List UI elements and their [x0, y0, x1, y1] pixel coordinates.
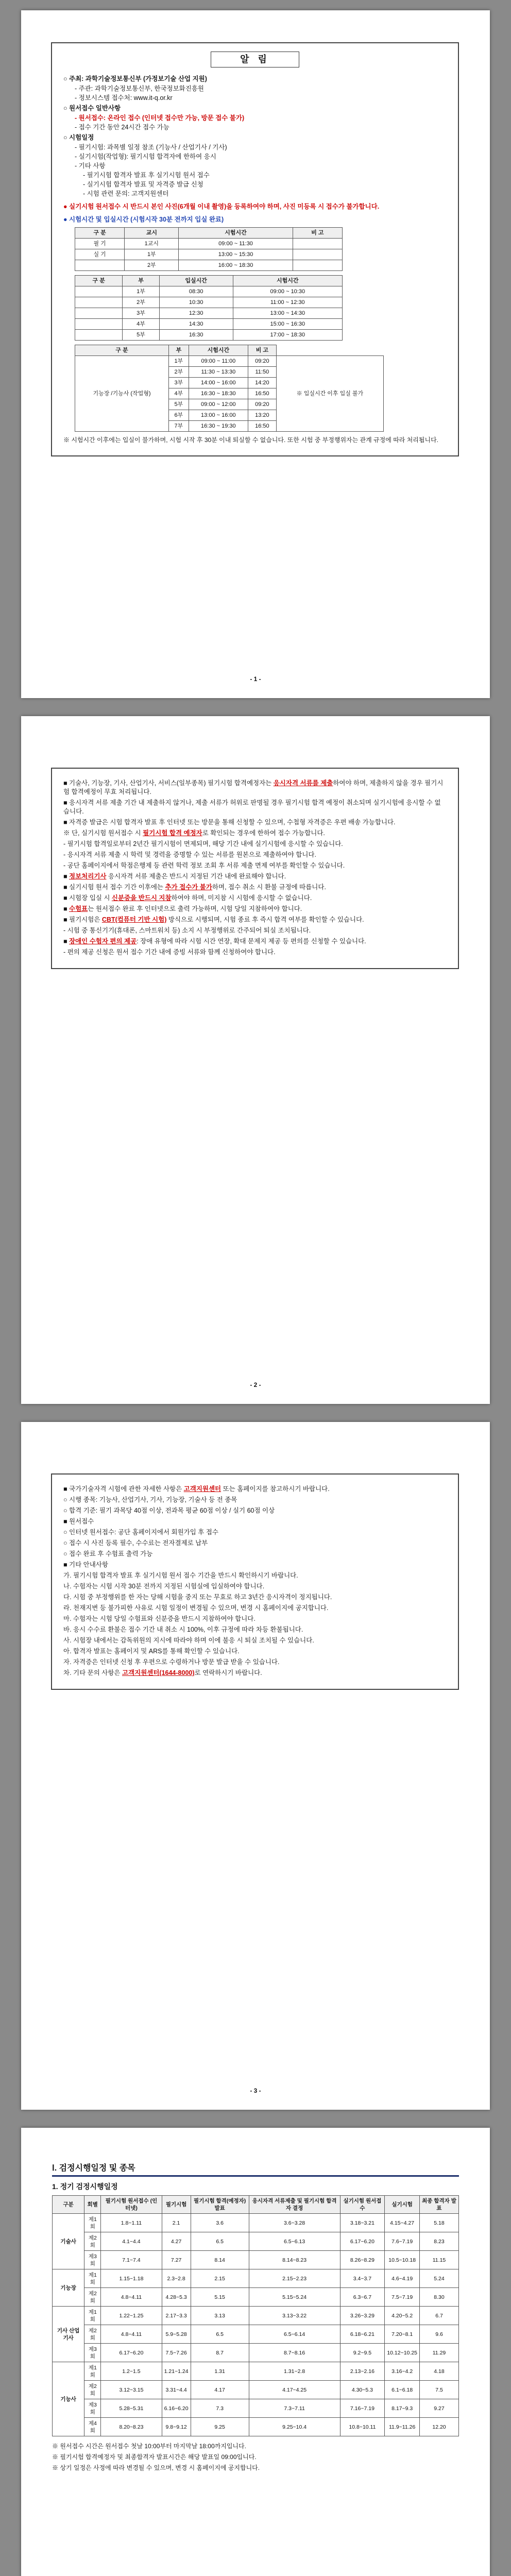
guidance-paragraph: 바. 응시 수수료 환불은 접수 기간 내 취소 시 100%, 이후 규정에 따라 차등 환불됩니다. [63, 1626, 303, 1633]
schedule-note: ※ 상기 일정은 사정에 따라 변경될 수 있으며, 변경 시 홈페이지에 공지합니다. [52, 2464, 260, 2471]
notice-item: ○ 주최: 과학기술정보통신부 (가정보기술 산업 지원) [63, 75, 207, 82]
section-title: Ⅰ. 검정시행일정 및 종목 [52, 2164, 459, 2177]
schedule-section [52, 2164, 459, 2474]
highlight-text: 수험표 [69, 905, 88, 912]
page-number: - 3 - [250, 2087, 261, 2094]
table-cell: 1부 [169, 356, 189, 367]
table-row [75, 356, 384, 367]
schedule-cell: 제2회 [84, 2381, 101, 2399]
schedule-cell: 6.18~6.21 [340, 2325, 385, 2344]
table-cell: 16:50 [248, 421, 276, 432]
guidance-paragraph: 다. 시험 중 부정행위를 한 자는 당해 시험을 중지 또는 무효로 하고 3년간 응시자격이 정지됩니다. [63, 1594, 332, 1601]
schedule-cell: 9.27 [420, 2399, 459, 2418]
time-table-3 [75, 345, 447, 432]
table-header-cell: 시험시간 [189, 345, 248, 356]
guidance-paragraph: ○ 접수 시 사진 등록 필수, 수수료는 전자결제로 납부 [63, 1539, 208, 1547]
notice-heading: 알 림 [211, 52, 299, 67]
table-header-cell: 입실시간 [159, 276, 233, 286]
table-cell: 11:30 ~ 13:30 [189, 367, 248, 378]
table-cell: 1부 [123, 286, 159, 297]
schedule-cell: 6.5~6.14 [249, 2325, 340, 2344]
schedule-cell: 5.9~5.28 [162, 2325, 191, 2344]
table-cell [293, 249, 342, 260]
table-cell: 2부 [169, 367, 189, 378]
table-cell [75, 319, 123, 330]
table-row [75, 249, 343, 260]
table-cell [75, 260, 125, 271]
table-cell: 13:20 [248, 410, 276, 421]
guidance-paragraph: ○ 합격 기준: 필기 과목당 40점 이상, 전과목 평균 60점 이상 / 실기 60점 이상 [63, 1507, 275, 1514]
table-cell: 14:00 ~ 16:00 [189, 378, 248, 388]
notice-item: ○ 시험일정 [63, 134, 94, 141]
schedule-cell: 3.26~3.29 [340, 2307, 385, 2325]
table-cell: 09:00 ~ 12:00 [189, 399, 248, 410]
schedule-cell: 7.6~7.19 [385, 2232, 420, 2251]
table-cell: 10:30 [159, 297, 233, 308]
table-cell [75, 286, 123, 297]
table-cell: 7부 [169, 421, 189, 432]
schedule-cell: 2.15 [191, 2269, 249, 2288]
table-cell: 14:30 [159, 319, 233, 330]
guidance-paragraph: 자. 자격증은 인터넷 신청 후 우편으로 수령하거나 방문 발급 받을 수 있습니다. [63, 1658, 280, 1666]
schedule-notes [52, 2442, 459, 2472]
schedule-row [53, 2325, 459, 2344]
schedule-cell: 1.22~1.25 [101, 2307, 162, 2325]
table-row [75, 319, 343, 330]
table-header-cell: 비 고 [248, 345, 276, 356]
schedule-cell: 3.16~4.2 [385, 2362, 420, 2381]
table-cell: 3부 [169, 378, 189, 388]
schedule-cell: 8.7~8.16 [249, 2344, 340, 2362]
table-header-cell: 필기시험 [162, 2196, 191, 2214]
notice-item: - 주관: 과학기술정보통신부, 한국정보화진흥원 [75, 85, 204, 92]
table-cell: 16:00 ~ 18:30 [179, 260, 293, 271]
schedule-cell: 1.31 [191, 2362, 249, 2381]
schedule-cell: 제3회 [84, 2251, 101, 2269]
table-cell: 16:50 [248, 388, 276, 399]
guidance-paragraph: - 공단 홈페이지에서 학점은행제 등 관련 학력 정보 조회 후 서류 제출 면제 여부를 확인할 수 있습니다. [63, 862, 345, 869]
table-cell: 09:20 [248, 356, 276, 367]
schedule-cell: 4.20~5.2 [385, 2307, 420, 2325]
schedule-row [53, 2251, 459, 2269]
schedule-cell: 3.31~4.4 [162, 2381, 191, 2399]
schedule-cell: 8.14 [191, 2251, 249, 2269]
schedule-row [53, 2232, 459, 2251]
highlight-text: CBT(컴퓨터 기반 시험) [101, 916, 167, 923]
table-header-cell: 비 고 [293, 228, 342, 239]
guidance-frame [51, 768, 459, 969]
table-cell: 6부 [169, 410, 189, 421]
guidance-paragraph: ○ 인터넷 원서접수: 공단 홈페이지에서 회원가입 후 접수 [63, 1529, 218, 1536]
page-number: - 1 - [250, 675, 261, 683]
photo-notice: ● 실기시험 원서접수 시 반드시 본인 사진(6개월 이내 촬영)을 등록하여야 하며, 사진 미등록 시 접수가 불가합니다. [63, 203, 380, 210]
table-cell: 08:30 [159, 286, 233, 297]
notice-list [63, 75, 447, 198]
schedule-cell: 5.28~5.31 [101, 2399, 162, 2418]
schedule-cell: 제3회 [84, 2344, 101, 2362]
guidance-paragraph: ■ 자격증 발급은 시험 합격자 발표 후 인터넷 또는 방문을 통해 신청할 수 있으며, 수첩형 자격증은 우편 배송 가능합니다. [63, 819, 396, 826]
guidance-paragraph: ■ 국가기술자격 시험에 관한 자세한 사항은 고객지원센터 또는 홈페이지를 참고하시기 바랍니다. [63, 1485, 330, 1493]
table-header-cell: 부 [169, 345, 189, 356]
schedule-cell: 제2회 [84, 2288, 101, 2307]
schedule-cell: 1.2~1.5 [101, 2362, 162, 2381]
table-row [75, 308, 343, 319]
schedule-row [53, 2344, 459, 2362]
page-3 [21, 1422, 490, 2110]
schedule-cell: 제3회 [84, 2399, 101, 2418]
schedule-cell: 12.20 [420, 2418, 459, 2436]
guidance-paragraph: 나. 수험자는 시험 시작 30분 전까지 지정된 시험실에 입실하여야 합니다. [63, 1583, 265, 1590]
schedule-cell: 4.15~4.27 [385, 2214, 420, 2232]
schedule-cell: 2.13~2.16 [340, 2362, 385, 2381]
table-header-cell: 구 분 [75, 228, 125, 239]
schedule-group-label: 기능사 [53, 2362, 84, 2436]
table-cell: 11:00 ~ 12:30 [233, 297, 342, 308]
schedule-cell: 4.8~4.11 [101, 2288, 162, 2307]
table-note: ※ 입실시간 이후 입실 불가 [276, 356, 383, 432]
guidance-paragraph: ■ 정보처리기사 응시자격 서류 제출은 반드시 지정된 기간 내에 완료해야 합니다. [63, 873, 286, 880]
notice-frame [51, 42, 459, 456]
schedule-table [52, 2195, 459, 2436]
schedule-cell: 3.18~3.21 [340, 2214, 385, 2232]
schedule-group-label: 기사 산업기사 [53, 2307, 84, 2362]
schedule-cell: 4.18 [420, 2362, 459, 2381]
schedule-cell: 9.6 [420, 2325, 459, 2344]
schedule-cell: 6.5 [191, 2232, 249, 2251]
notice-item: - 접수 기간 동안 24시간 접수 가능 [75, 124, 169, 131]
schedule-cell: 3.6 [191, 2214, 249, 2232]
schedule-cell: 6.16~6.20 [162, 2399, 191, 2418]
schedule-cell: 4.17~4.25 [249, 2381, 340, 2399]
schedule-cell: 11.29 [420, 2344, 459, 2362]
schedule-row [53, 2418, 459, 2436]
table-header-cell: 교시 [125, 228, 179, 239]
highlight-text: 고객지원센터 [183, 1485, 222, 1493]
schedule-cell: 6.5 [191, 2325, 249, 2344]
schedule-note: ※ 원서접수 시간은 원서접수 첫날 10:00부터 마지막날 18:00까지입니다. [52, 2443, 246, 2450]
schedule-cell: 8.26~8.29 [340, 2251, 385, 2269]
table-header-cell: 구 분 [75, 276, 123, 286]
schedule-cell: 8.20~8.23 [101, 2418, 162, 2436]
table-cell: 13:00 ~ 16:00 [189, 410, 248, 421]
table-row [75, 330, 343, 341]
schedule-cell: 1.21~1.24 [162, 2362, 191, 2381]
notice-item: - 기타 사항 [75, 162, 106, 170]
schedule-cell: 1.31~2.8 [249, 2362, 340, 2381]
schedule-row [53, 2288, 459, 2307]
schedule-cell: 7.3~7.11 [249, 2399, 340, 2418]
table-cell: 12:30 [159, 308, 233, 319]
table-cell [293, 239, 342, 249]
schedule-cell: 6.1~6.18 [385, 2381, 420, 2399]
guidance-paragraph: ○ 접수 완료 후 수험표 출력 가능 [63, 1550, 153, 1557]
schedule-cell: 1.8~1.11 [101, 2214, 162, 2232]
schedule-cell: 제1회 [84, 2307, 101, 2325]
highlight-text: 정보처리기사 [69, 873, 107, 880]
schedule-cell: 7.5 [420, 2381, 459, 2399]
table-cell: 13:00 ~ 15:30 [179, 249, 293, 260]
schedule-cell: 6.17~6.20 [101, 2344, 162, 2362]
guidance-paragraph: ■ 실기시험 원서 접수 기간 이후에는 추가 접수가 불가하며, 접수 취소 시 환불 규정에 따릅니다. [63, 884, 326, 891]
guidance-paragraph: ■ 장애인 수험자 편의 제공: 장애 유형에 따라 시험 시간 연장, 확대 문제지 제공 등 편의를 신청할 수 있습니다. [63, 938, 366, 945]
schedule-cell: 9.25~10.4 [249, 2418, 340, 2436]
table-row [75, 239, 343, 249]
schedule-cell: 6.17~6.20 [340, 2232, 385, 2251]
page-number: - 2 - [250, 1381, 261, 1388]
schedule-cell: 2.17~3.3 [162, 2307, 191, 2325]
schedule-cell: 11.9~11.26 [385, 2418, 420, 2436]
table-cell: 1부 [125, 249, 179, 260]
schedule-cell: 7.3 [191, 2399, 249, 2418]
notice-item: - 필기시험 합격자 발표 후 실기시험 원서 접수 [83, 172, 210, 179]
table-cell: 5부 [169, 399, 189, 410]
schedule-cell: 1.15~1.18 [101, 2269, 162, 2288]
time-table-1 [75, 227, 447, 271]
schedule-row [53, 2399, 459, 2418]
schedule-group-label: 기술사 [53, 2214, 84, 2269]
schedule-cell: 4.6~4.19 [385, 2269, 420, 2288]
schedule-cell: 3.4~3.7 [340, 2269, 385, 2288]
time-table-2 [75, 275, 447, 341]
schedule-cell: 7.5~7.26 [162, 2344, 191, 2362]
schedule-cell: 9.25 [191, 2418, 249, 2436]
highlight-text: 장애인 수험자 편의 제공 [69, 938, 137, 945]
schedule-row [53, 2214, 459, 2232]
table-header-cell: 필기시험 합격(예정자) 발표 [191, 2196, 249, 2214]
table-cell [75, 330, 123, 341]
guidance-paragraph: ■ 수험표는 원서접수 완료 후 인터넷으로 출력 가능하며, 시험 당일 지참하여야 합니다. [63, 905, 302, 912]
highlight-text: 응시자격 서류를 제출 [273, 779, 333, 787]
guidance-paragraph: - 응시자격 서류 제출 시 학력 및 경력을 증명할 수 있는 서류를 원본으로 제출하여야 합니다. [63, 851, 316, 858]
guidance-paragraph: 라. 천재지변 등 불가피한 사유로 시험 일정이 변경될 수 있으며, 변경 시 홈페이지에 공지합니다. [63, 1604, 329, 1612]
schedule-cell: 5.18 [420, 2214, 459, 2232]
table-header-cell: 응시자격 서류제출 및 필기시험 합격자 결정 [249, 2196, 340, 2214]
table-cell: 11:50 [248, 367, 276, 378]
table-header-cell: 구분 [53, 2196, 84, 2214]
schedule-cell: 제1회 [84, 2362, 101, 2381]
guidance-list [63, 1485, 447, 1677]
schedule-cell: 5.24 [420, 2269, 459, 2288]
schedule-cell: 10.5~10.18 [385, 2251, 420, 2269]
highlight-text: 필기시험 합격 예정자 [143, 829, 202, 837]
highlight-text: 추가 접수가 불가 [165, 884, 212, 891]
table-cell: 16:30 [159, 330, 233, 341]
guidance-paragraph: 아. 합격자 발표는 홈페이지 및 ARS를 통해 확인할 수 있습니다. [63, 1648, 240, 1655]
schedule-cell: 4.8~4.11 [101, 2325, 162, 2344]
table-cell: 2부 [125, 260, 179, 271]
schedule-cell: 6.5~6.13 [249, 2232, 340, 2251]
table-cell: 17:00 ~ 18:30 [233, 330, 342, 341]
table-header-cell: 시험시간 [179, 228, 293, 239]
schedule-cell: 7.16~7.19 [340, 2399, 385, 2418]
notice-item: - 원서접수: 온라인 접수 (인터넷 접수만 가능, 방문 접수 불가) [75, 114, 245, 122]
schedule-cell: 7.1~7.4 [101, 2251, 162, 2269]
schedule-cell: 2.1 [162, 2214, 191, 2232]
table-cell: 실 기 [75, 249, 125, 260]
schedule-cell: 10.12~10.25 [385, 2344, 420, 2362]
schedule-cell: 6.3~6.7 [340, 2288, 385, 2307]
notice-item: - 정보시스템 접수처: www.it-q.or.kr [75, 94, 173, 101]
table-cell: 13:00 ~ 14:30 [233, 308, 342, 319]
schedule-cell: 3.13~3.22 [249, 2307, 340, 2325]
notice-item: - 시험 관련 문의: 고객지원센터 [83, 190, 169, 197]
table-cell: 1교시 [125, 239, 179, 249]
guidance-paragraph: 가. 필기시험 합격자 발표 후 실기시험 원서 접수 기간을 반드시 확인하시기 바랍니다. [63, 1572, 298, 1579]
table-header-cell: 시험시간 [233, 276, 342, 286]
table-cell: 필 기 [75, 239, 125, 249]
guidance-paragraph: - 편의 제공 신청은 원서 접수 기간 내에 증빙 서류와 함께 신청하여야 합니다. [63, 948, 276, 956]
schedule-group-label: 기능장 [53, 2269, 84, 2307]
table-cell: 09:00 ~ 11:00 [189, 356, 248, 367]
page-4 [21, 2128, 490, 2576]
table-cell: 14:20 [248, 378, 276, 388]
schedule-cell: 4.1~4.4 [101, 2232, 162, 2251]
table-cell: 2부 [123, 297, 159, 308]
schedule-row [53, 2362, 459, 2381]
table-cell: 09:00 ~ 10:30 [233, 286, 342, 297]
guidance-frame [51, 1473, 459, 1690]
table-row [75, 260, 343, 271]
guidance-paragraph: 차. 기타 문의 사항은 고객지원센터(1644-8000)로 연락하시기 바랍니다. [63, 1669, 262, 1676]
schedule-cell: 7.20~8.1 [385, 2325, 420, 2344]
notice-item: - 실기시험 합격자 발표 및 자격증 발급 신청 [83, 181, 203, 188]
table-header-cell: 실기시험 [385, 2196, 420, 2214]
schedule-note: ※ 필기시험 합격예정자 및 최종합격자 발표시간은 해당 발표일 09:00입니다. [52, 2453, 257, 2461]
table-cell: 4부 [169, 388, 189, 399]
guidance-paragraph: - 시험 중 통신기기(휴대폰, 스마트워치 등) 소지 시 부정행위로 간주되어 퇴실 조치됩니다. [63, 927, 311, 934]
schedule-cell: 10.8~10.11 [340, 2418, 385, 2436]
schedule-cell: 4.27 [162, 2232, 191, 2251]
schedule-row [53, 2269, 459, 2288]
schedule-cell: 제1회 [84, 2269, 101, 2288]
schedule-row [53, 2381, 459, 2399]
page-1 [21, 10, 490, 698]
table-group-label: 기능장 /기능사 (작업형) [75, 356, 169, 432]
table-cell: 16:30 ~ 19:30 [189, 421, 248, 432]
schedule-cell: 9.8~9.12 [162, 2418, 191, 2436]
table-header-cell: 회별 [84, 2196, 101, 2214]
guidance-list [63, 779, 447, 957]
schedule-cell: 2.3~2.8 [162, 2269, 191, 2288]
table-cell: 3부 [123, 308, 159, 319]
highlight-text: 고객지원센터(1644-8000) [122, 1669, 195, 1676]
table-header-cell: 실기시험 원서접수 [340, 2196, 385, 2214]
table-header-cell: 최종 합격자 발표 [420, 2196, 459, 2214]
schedule-cell: 제1회 [84, 2214, 101, 2232]
schedule-cell: 제2회 [84, 2325, 101, 2344]
schedule-cell: 8.23 [420, 2232, 459, 2251]
schedule-cell: 4.28~5.3 [162, 2288, 191, 2307]
guidance-paragraph: ○ 시행 종목: 기능사, 산업기사, 기사, 기능장, 기술사 등 전 종목 [63, 1496, 237, 1503]
guidance-paragraph: ■ 응시자격 서류 제출 기간 내 제출하지 않거나, 제출 서류가 허위로 판명될 경우 필기시험 합격 예정이 취소되며 실기시험에 응시할 수 없습니다. [63, 799, 441, 815]
table-cell [75, 297, 123, 308]
schedule-cell: 5.15 [191, 2288, 249, 2307]
table-cell [75, 308, 123, 319]
table-row [75, 297, 343, 308]
guidance-paragraph: ■ 기술사, 기능장, 기사, 산업기사, 서비스(일부종목) 필기시험 합격예정자는 응시자격 서류를 제출하여야 하며, 제출하지 않을 경우 필기시험 합격예정이 무효 처리됩니다. [63, 779, 444, 795]
guidance-paragraph: ■ 시험장 입실 시 신분증을 반드시 지참하여야 하며, 미지참 시 시험에 응시할 수 없습니다. [63, 894, 312, 902]
table-header-cell: 구 분 [75, 345, 169, 356]
schedule-cell: 2.15~2.23 [249, 2269, 340, 2288]
guidance-paragraph: - 필기시험 합격일로부터 2년간 필기시험이 면제되며, 해당 기간 내에 실기시험에 응시할 수 있습니다. [63, 840, 343, 848]
subsection-title: 1. 정기 검정시행일정 [52, 2182, 118, 2191]
table-cell: 09:20 [248, 399, 276, 410]
schedule-row [53, 2307, 459, 2325]
table-row [75, 286, 343, 297]
guidance-paragraph: ■ 원서접수 [63, 1518, 94, 1525]
guidance-paragraph: ■ 기타 안내사항 [63, 1561, 108, 1568]
schedule-cell: 11.15 [420, 2251, 459, 2269]
table-cell: 4부 [123, 319, 159, 330]
schedule-cell: 8.7 [191, 2344, 249, 2362]
table-cell: 15:00 ~ 16:30 [233, 319, 342, 330]
schedule-cell: 7.27 [162, 2251, 191, 2269]
table-cell: 5부 [123, 330, 159, 341]
notice-item: ○ 원서접수 일반사항 [63, 105, 121, 112]
schedule-cell: 3.13 [191, 2307, 249, 2325]
guidance-paragraph: 마. 수험자는 시험 당일 수험표와 신분증을 반드시 지참하여야 합니다. [63, 1615, 256, 1622]
schedule-cell: 9.2~9.5 [340, 2344, 385, 2362]
schedule-cell: 6.7 [420, 2307, 459, 2325]
table-header-cell: 부 [123, 276, 159, 286]
notice-item: - 실기시험(작업형): 필기시험 합격자에 한하여 응시 [75, 153, 216, 160]
schedule-cell: 4.17 [191, 2381, 249, 2399]
table-cell: 16:30 ~ 18:30 [189, 388, 248, 399]
schedule-cell: 8.17~9.3 [385, 2399, 420, 2418]
schedule-cell: 8.14~8.23 [249, 2251, 340, 2269]
guidance-paragraph: 사. 시험장 내에서는 감독위원의 지시에 따라야 하며 이에 불응 시 퇴실 조치될 수 있습니다. [63, 1637, 314, 1644]
guidance-paragraph: ※ 단, 실기시험 원서접수 시 필기시험 합격 예정자로 확인되는 경우에 한하여 접수 가능합니다. [63, 829, 325, 837]
highlight-text: 신분증을 반드시 지참 [111, 894, 172, 902]
time-heading: ● 시험시간 및 입실시간 (시험시작 30분 전까지 입실 완료) [63, 216, 224, 223]
table-cell: 09:00 ~ 11:30 [179, 239, 293, 249]
time-footnote: ※ 시험시간 이후에는 입실이 불가하며, 시험 시작 후 30분 이내 퇴실할 수 없습니다. 또한 시험 중 부정행위자는 관계 규정에 따라 처리됩니다. [63, 436, 439, 444]
schedule-cell: 4.30~5.3 [340, 2381, 385, 2399]
page-2 [21, 716, 490, 1404]
schedule-cell: 제2회 [84, 2232, 101, 2251]
schedule-cell: 7.5~7.19 [385, 2288, 420, 2307]
notice-item: - 필기시험: 과목별 일정 참조 (기능사 / 산업기사 / 기사) [75, 144, 227, 151]
schedule-cell: 5.15~5.24 [249, 2288, 340, 2307]
table-cell [293, 260, 342, 271]
schedule-cell: 제4회 [84, 2418, 101, 2436]
schedule-cell: 8.30 [420, 2288, 459, 2307]
schedule-cell: 3.12~3.15 [101, 2381, 162, 2399]
guidance-paragraph: ■ 필기시험은 CBT(컴퓨터 기반 시험) 방식으로 시행되며, 시험 종료 후 즉시 합격 여부를 확인할 수 있습니다. [63, 916, 364, 923]
schedule-cell: 3.6~3.28 [249, 2214, 340, 2232]
table-header-cell: 필기시험 원서접수 (인터넷) [101, 2196, 162, 2214]
